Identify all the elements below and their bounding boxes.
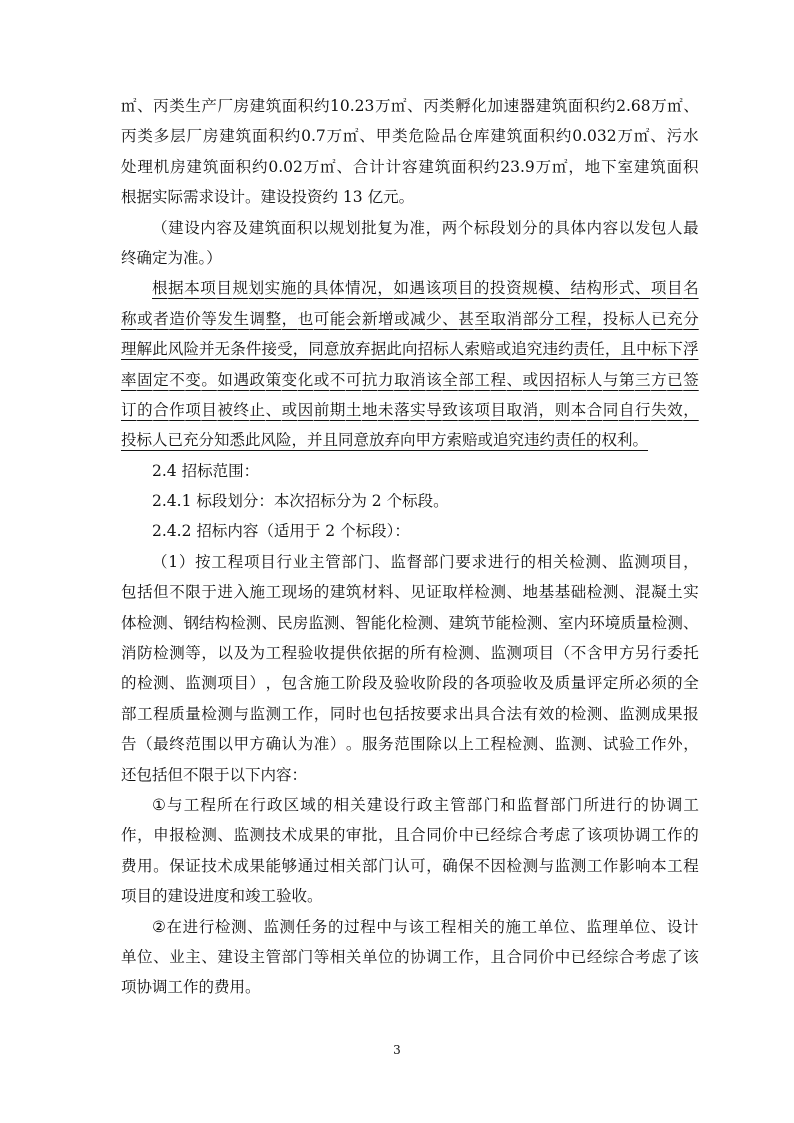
text-line: 项协调工作的费用。 <box>121 978 261 997</box>
text-line: 项目的建设进度和竣工验收。 <box>121 887 323 906</box>
document-body <box>121 91 699 1003</box>
section-heading-2-4-2: 2.4.2 招标内容（适用于 2 个标段）： <box>152 522 410 541</box>
text-line: 终确定为准。） <box>121 248 222 267</box>
text-line: 单 位 、 业 主 、 建 设 主 管 部 门 等 相 关 单 位 的 协 调 工 作 ， 且 合 同 价 中 已 经 综 合 考 虑 了 该 <box>121 947 699 966</box>
paragraph-note <box>121 213 699 274</box>
paragraph-coordination-1 <box>121 790 699 912</box>
page-number: 3 <box>393 1043 401 1057</box>
text-line: ① 与 工 程 所 在 行 政 区 域 的 相 关 建 设 行 政 主 管 部 门 和 监 督 部 门 所 进 行 的 协 调 工 <box>152 795 699 814</box>
text-line: ㎡ 、 丙 类 生 产 厂 房 建 筑 面 积 约 10.23 万 ㎡ 、 丙 类 孵 化 加 速 器 建 筑 面 积 约 2.68 万 ㎡ 、 <box>121 97 699 115</box>
paragraph-risk-clause <box>121 273 699 455</box>
underlined-text-line: 率 固 定 不 变 。 如 遇 政 策 变 化 或 不 可 抗 力 取 消 该 全 部 工 程 、 或 因 招 标 人 与 第 三 方 已 签 <box>121 370 699 389</box>
text-line: 体 检 测 、 钢 结 构 检 测 、 民 房 监 测 、 智 能 化 检 测 、 建 筑 节 能 检 测 、 室 内 环 境 质 量 检 测 、 <box>121 613 699 632</box>
paragraph-scope-item-1 <box>121 547 699 790</box>
text-line: 部 工 程 质 量 检 测 与 监 测 工 作 ， 同 时 也 包 括 按 要 求 出 具 合 法 有 效 的 检 测 、 监 测 成 果 报 <box>121 704 699 723</box>
text-line: 丙 类 多 层 厂 房 建 筑 面 积 约 0.7 万 ㎡ 、 甲 类 危 险 品 仓 库 建 筑 面 积 约 0.032 万 ㎡ 、 污 水 <box>121 127 699 146</box>
text-line: 消 防 检 测 等 ， 以 及 为 工 程 验 收 提 供 依 据 的 所 有 检 测 、 监 测 项 目 （ 不 含 甲 方 另 行 委 托 <box>121 644 699 663</box>
paragraph-building-area <box>121 91 699 213</box>
text-line: 的 检 测 、 监 测 项 目 ） ， 包 含 施 工 阶 段 及 验 收 阶 段 的 各 项 验 收 及 质 量 评 定 所 必 须 的 全 <box>121 674 699 693</box>
section-heading-2-4: 2.4 招标范围： <box>152 461 260 480</box>
section-heading-2-4-1: 2.4.1 标段划分：本次招标分为 2 个标段。 <box>152 492 449 511</box>
text-line: （ 1 ） 按 工 程 项 目 行 业 主 管 部 门 、 监 督 部 门 要 求 进 行 的 相 关 检 测 、 监 测 项 目 ， <box>152 552 699 571</box>
text-line: 费 用 。 保 证 技 术 成 果 能 够 通 过 相 关 部 门 认 可 ， 确 保 不 因 检 测 与 监 测 工 作 影 响 本 工 程 <box>121 856 699 875</box>
text-line: 还包括但不限于以下内容： <box>121 765 308 784</box>
paragraph-coordination-2 <box>121 912 699 1003</box>
underlined-text-line: 称 或 者 造 价 等 发 生 调 整 ， 也 可 能 会 新 增 或 减 少 、 甚 至 取 消 部 分 工 程 ， 投 标 人 已 充 分 <box>121 309 699 328</box>
underlined-text-line: 订 的 合 作 项 目 被 终 止 、 或 因 前 期 土 地 未 落 实 导 致 该 项 目 取 消 ， 则 本 合 同 自 行 失 效 ， <box>121 400 699 419</box>
underlined-text-line: 根 据 本 项 目 规 划 实 施 的 具 体 情 况 ， 如 遇 该 项 目 的 投 资 规 模 、 结 构 形 式 、 项 目 名 <box>152 279 699 298</box>
text-line: 包 括 但 不 限 于 进 入 施 工 现 场 的 建 筑 材 料 、 见 证 取 样 检 测 、 地 基 基 础 检 测 、 混 凝 土 实 <box>121 583 699 602</box>
underlined-text-line: 投标人已充分知悉此风险，并且同意放弃向甲方索赔或追究违约责任的权利。 <box>121 431 649 450</box>
text-line: 告 （ 最 终 范 围 以 甲 方 确 认 为 准 ） 。 服 务 范 围 除 以 上 工 程 检 测 、 监 测 、 试 验 工 作 外 ， <box>121 735 699 754</box>
text-line: ② 在 进 行 检 测 、 监 测 任 务 的 过 程 中 与 该 工 程 相 关 的 施 工 单 位 、 监 理 单 位 、 设 计 <box>152 917 699 936</box>
text-line: 处 理 机 房 建 筑 面 积 约 0.02 万 ㎡ 、 合 计 计 容 建 筑 面 积 约 23.9 万 ㎡ ， 地 下 室 建 筑 面 积 <box>121 157 699 176</box>
underlined-text-line: 理 解 此 风 险 并 无 条 件 接 受 ， 同 意 放 弃 据 此 向 招 标 人 索 赔 或 追 究 违 约 责 任 ， 且 中 标 下 浮 <box>121 340 699 359</box>
text-line: 根据实际需求设计。建设投资约 13 亿元。 <box>121 188 415 207</box>
text-line: （ 建 设 内 容 及 建 筑 面 积 以 规 划 批 复 为 准 ， 两 个 标 段 划 分 的 具 体 内 容 以 发 包 人 最 <box>152 218 699 237</box>
text-line: 作 ， 申 报 检 测 、 监 测 技 术 成 果 的 审 批 ， 且 合 同 价 中 已 经 综 合 考 虑 了 该 项 协 调 工 作 的 <box>121 826 699 845</box>
